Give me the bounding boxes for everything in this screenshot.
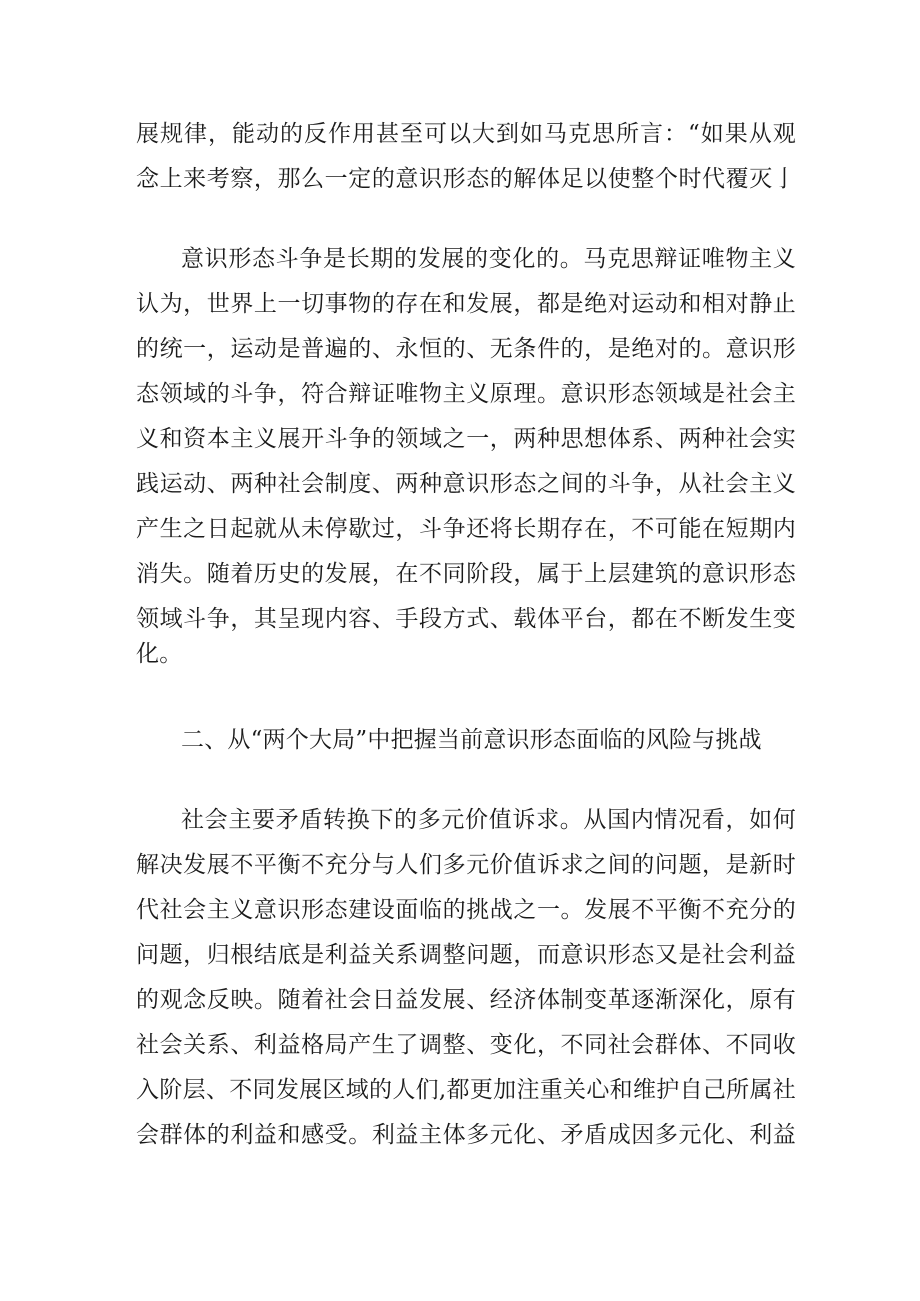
paragraph-line: 化。 — [136, 641, 183, 667]
paragraph-line: 领域斗争，其呈现内容、手段方式、载体平台，都在不断发生变 — [136, 606, 796, 632]
paragraph-line: 认为，世界上一切事物的存在和发展，都是绝对运动和相对静止 — [136, 291, 796, 317]
paragraph-line: 义和资本主义展开斗争的领域之一，两种思想体系、两种社会实 — [136, 426, 796, 452]
section-heading: 二、从“两个大局”中把握当前意识形态面临的风险与挑战 — [181, 727, 762, 753]
paragraph-line: 入阶层、不同发展区域的人们,都更加注重关心和维护自己所属社 — [136, 1077, 796, 1103]
paragraph-line: 践运动、两种社会制度、两种意识形态之间的斗争，从社会主义 — [136, 471, 796, 497]
paragraph-line: 消失。随着历史的发展，在不同阶段，属于上层建筑的意识形态 — [136, 561, 796, 587]
paragraph-line: 态领域的斗争，符合辩证唯物主义原理。意识形态领域是社会主 — [136, 381, 796, 407]
paragraph-line: 展规律，能动的反作用甚至可以大到如马克思所言：“如果从观 — [136, 121, 796, 147]
paragraph-line: 代社会主义意识形态建设面临的挑战之一。发展不平衡不充分的 — [136, 897, 796, 923]
paragraph-line: 解决发展不平衡不充分与人们多元价值诉求之间的问题，是新时 — [136, 852, 796, 878]
paragraph-line: 社会关系、利益格局产生了调整、变化，不同社会群体、不同收 — [136, 1032, 796, 1058]
paragraph-line: 意识形态斗争是长期的发展的变化的。马克思辩证唯物主义 — [181, 246, 796, 272]
paragraph-line: 社会主要矛盾转换下的多元价值诉求。从国内情况看，如何 — [181, 807, 796, 833]
paragraph-line: 会群体的利益和感受。利益主体多元化、矛盾成因多元化、利益 — [136, 1122, 796, 1148]
paragraph-line: 念上来考察，那么一定的意识形态的解体足以使整个时代覆灭亅 — [136, 166, 796, 192]
paragraph-line: 产生之日起就从未停歇过，斗争还将长期存在，不可能在短期内 — [136, 516, 796, 542]
paragraph-line: 问题，归根结底是利益关系调整问题，而意识形态又是社会利益 — [136, 942, 796, 968]
paragraph-line: 的统一，运动是普遍的、永恒的、无条件的，是绝对的。意识形 — [136, 336, 796, 362]
paragraph-line: 的观念反映。随着社会日益发展、经济体制变革逐渐深化，原有 — [136, 987, 796, 1013]
